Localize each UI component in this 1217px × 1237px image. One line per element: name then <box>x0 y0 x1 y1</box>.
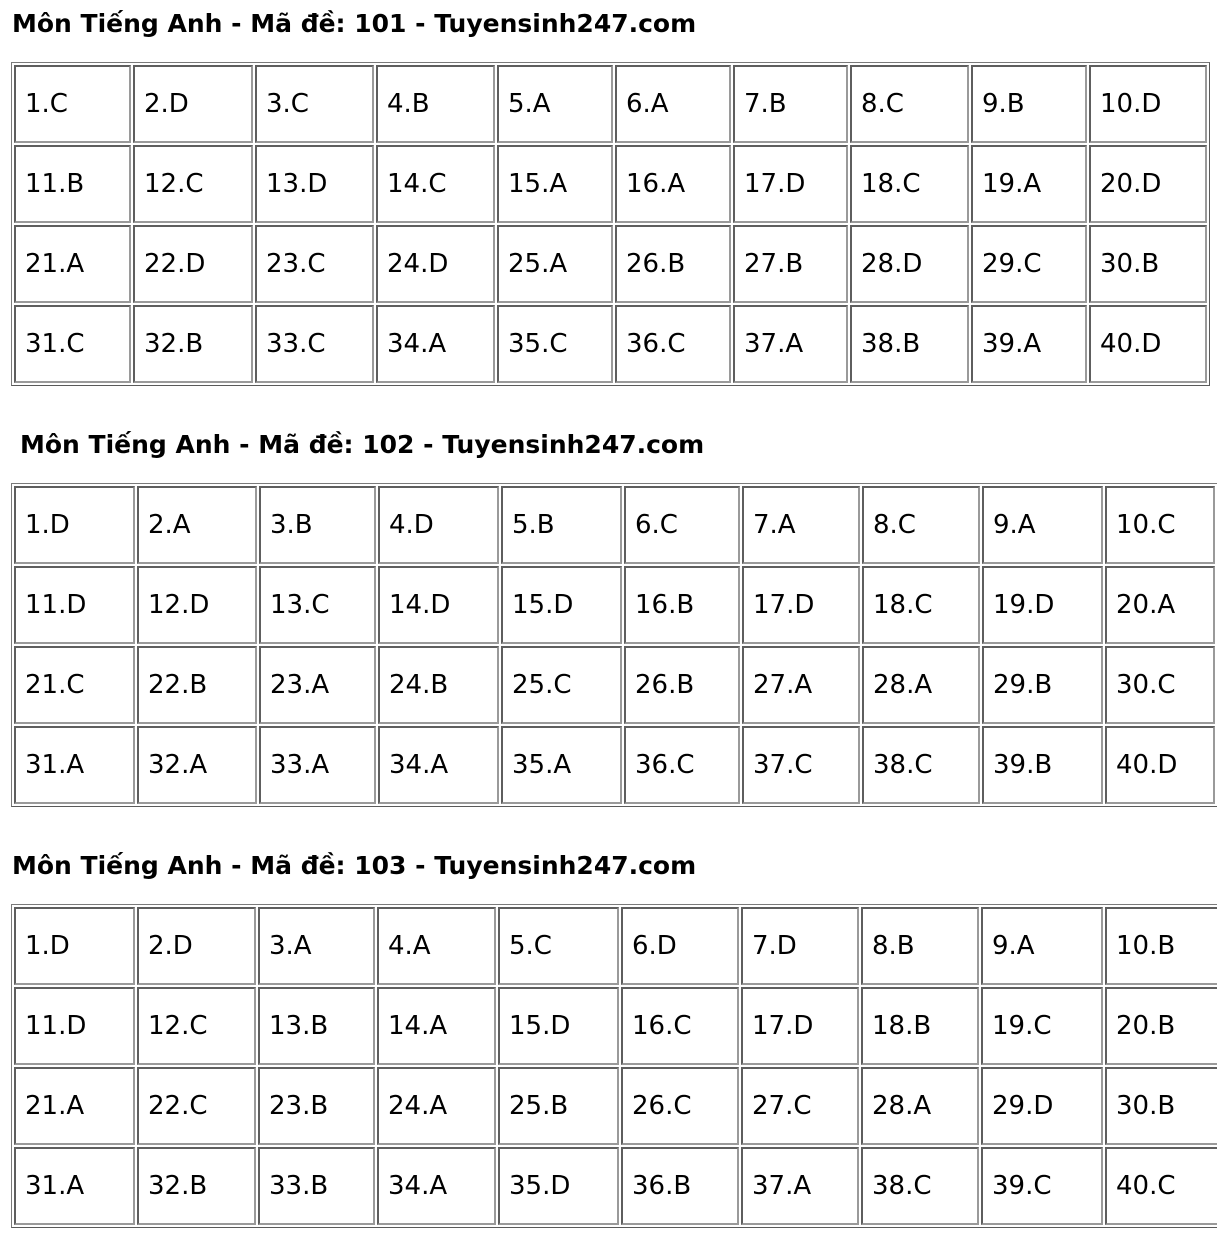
answer-table-103 <box>11 904 1217 1228</box>
answer-cell: 4.B <box>376 65 495 143</box>
answer-cell: 5.B <box>501 486 622 564</box>
answer-table-102 <box>11 483 1217 807</box>
answer-cell: 7.B <box>733 65 848 143</box>
answer-cell: 26.C <box>621 1067 739 1145</box>
answer-cell: 4.A <box>377 907 496 985</box>
answer-cell: 33.A <box>259 726 376 804</box>
answer-cell: 34.A <box>378 726 499 804</box>
answer-cell: 6.D <box>621 907 739 985</box>
answer-cell: 37.A <box>741 1147 859 1225</box>
answer-cell: 23.C <box>255 225 374 303</box>
answer-cell: 29.D <box>981 1067 1103 1145</box>
answer-cell: 9.A <box>981 907 1103 985</box>
answer-cell: 34.A <box>377 1147 496 1225</box>
answer-cell: 3.B <box>259 486 376 564</box>
answer-cell: 11.D <box>14 566 135 644</box>
answer-cell: 8.C <box>862 486 980 564</box>
answer-cell: 5.A <box>497 65 613 143</box>
table-row <box>14 646 1215 724</box>
answer-cell: 27.A <box>742 646 860 724</box>
table-row <box>14 225 1207 303</box>
answer-cell: 16.B <box>624 566 740 644</box>
answer-cell: 33.C <box>255 305 374 383</box>
answer-cell: 23.A <box>259 646 376 724</box>
answer-cell: 10.C <box>1105 486 1215 564</box>
answer-cell: 27.C <box>741 1067 859 1145</box>
answer-cell: 30.B <box>1089 225 1207 303</box>
table-row <box>14 907 1217 985</box>
answer-cell: 34.A <box>376 305 495 383</box>
table-row <box>14 566 1215 644</box>
answer-cell: 30.C <box>1105 646 1215 724</box>
answer-cell: 23.B <box>258 1067 375 1145</box>
answer-cell: 31.A <box>14 726 135 804</box>
answer-cell: 13.B <box>258 987 375 1065</box>
answer-cell: 2.A <box>137 486 257 564</box>
answer-cell: 15.D <box>501 566 622 644</box>
table-row <box>14 1067 1217 1145</box>
answer-cell: 38.C <box>861 1147 979 1225</box>
answer-cell: 16.A <box>615 145 731 223</box>
answer-cell: 12.C <box>133 145 253 223</box>
answer-cell: 24.A <box>377 1067 496 1145</box>
table-row <box>14 65 1207 143</box>
table-row <box>14 145 1207 223</box>
answer-cell: 13.D <box>255 145 374 223</box>
answer-cell: 10.B <box>1105 907 1217 985</box>
answer-cell: 6.C <box>624 486 740 564</box>
answer-cell: 25.B <box>498 1067 619 1145</box>
answer-cell: 14.A <box>377 987 496 1065</box>
answer-cell: 24.B <box>378 646 499 724</box>
answer-cell: 11.D <box>14 987 135 1065</box>
answer-cell: 32.B <box>133 305 253 383</box>
section-title-102: Môn Tiếng Anh - Mã đề: 102 - Tuyensinh247.com <box>20 430 705 459</box>
answer-cell: 9.A <box>982 486 1103 564</box>
answer-cell: 6.A <box>615 65 731 143</box>
answer-cell: 8.C <box>850 65 969 143</box>
table-row <box>14 726 1215 804</box>
answer-cell: 9.B <box>971 65 1087 143</box>
table-row <box>14 987 1217 1065</box>
answer-cell: 1.C <box>14 65 131 143</box>
answer-cell: 20.A <box>1105 566 1215 644</box>
answer-cell: 26.B <box>624 646 740 724</box>
answer-cell: 10.D <box>1089 65 1207 143</box>
answer-cell: 21.A <box>14 225 131 303</box>
answer-cell: 18.C <box>862 566 980 644</box>
answer-cell: 16.C <box>621 987 739 1065</box>
answer-cell: 3.A <box>258 907 375 985</box>
answer-cell: 36.B <box>621 1147 739 1225</box>
answer-cell: 15.A <box>497 145 613 223</box>
answer-cell: 39.B <box>982 726 1103 804</box>
answer-cell: 3.C <box>255 65 374 143</box>
answer-cell: 1.D <box>14 486 135 564</box>
answer-cell: 39.A <box>971 305 1087 383</box>
answer-cell: 26.B <box>615 225 731 303</box>
answer-cell: 13.C <box>259 566 376 644</box>
answer-cell: 35.C <box>497 305 613 383</box>
answer-cell: 2.D <box>133 65 253 143</box>
answer-cell: 40.C <box>1105 1147 1217 1225</box>
answer-cell: 29.C <box>971 225 1087 303</box>
table-row <box>14 486 1215 564</box>
answer-cell: 36.C <box>615 305 731 383</box>
answer-cell: 29.B <box>982 646 1103 724</box>
answer-cell: 35.A <box>501 726 622 804</box>
table-row <box>14 305 1207 383</box>
table-row <box>14 1147 1217 1225</box>
answer-cell: 17.D <box>741 987 859 1065</box>
answer-cell: 17.D <box>742 566 860 644</box>
answer-cell: 37.C <box>742 726 860 804</box>
answer-cell: 14.C <box>376 145 495 223</box>
answer-cell: 8.B <box>861 907 979 985</box>
answer-cell: 5.C <box>498 907 619 985</box>
answer-cell: 31.A <box>14 1147 135 1225</box>
answer-cell: 7.A <box>742 486 860 564</box>
answer-cell: 33.B <box>258 1147 375 1225</box>
answer-cell: 37.A <box>733 305 848 383</box>
answer-cell: 21.C <box>14 646 135 724</box>
answer-cell: 25.A <box>497 225 613 303</box>
answer-cell: 12.C <box>137 987 256 1065</box>
section-title-103: Môn Tiếng Anh - Mã đề: 103 - Tuyensinh247.com <box>12 851 697 880</box>
answer-cell: 28.A <box>861 1067 979 1145</box>
answer-cell: 19.A <box>971 145 1087 223</box>
answer-cell: 17.D <box>733 145 848 223</box>
answer-cell: 7.D <box>741 907 859 985</box>
answer-cell: 24.D <box>376 225 495 303</box>
section-title-101: Môn Tiếng Anh - Mã đề: 101 - Tuyensinh247.com <box>12 9 697 38</box>
answer-cell: 35.D <box>498 1147 619 1225</box>
answer-cell: 12.D <box>137 566 257 644</box>
answer-cell: 40.D <box>1105 726 1215 804</box>
answer-cell: 4.D <box>378 486 499 564</box>
answer-cell: 20.B <box>1105 987 1217 1065</box>
answer-cell: 22.D <box>133 225 253 303</box>
answer-cell: 30.B <box>1105 1067 1217 1145</box>
answer-cell: 28.A <box>862 646 980 724</box>
answer-cell: 2.D <box>137 907 256 985</box>
answer-cell: 22.B <box>137 646 257 724</box>
answer-cell: 27.B <box>733 225 848 303</box>
answer-cell: 25.C <box>501 646 622 724</box>
answer-cell: 21.A <box>14 1067 135 1145</box>
answer-table-101 <box>11 62 1210 386</box>
answer-cell: 40.D <box>1089 305 1207 383</box>
answer-cell: 20.D <box>1089 145 1207 223</box>
answer-cell: 18.B <box>861 987 979 1065</box>
answer-cell: 38.C <box>862 726 980 804</box>
answer-cell: 14.D <box>378 566 499 644</box>
answer-cell: 38.B <box>850 305 969 383</box>
answer-cell: 19.C <box>981 987 1103 1065</box>
answer-cell: 18.C <box>850 145 969 223</box>
answer-cell: 32.A <box>137 726 257 804</box>
answer-cell: 32.B <box>137 1147 256 1225</box>
answer-cell: 15.D <box>498 987 619 1065</box>
answer-cell: 22.C <box>137 1067 256 1145</box>
answer-cell: 36.C <box>624 726 740 804</box>
answer-cell: 19.D <box>982 566 1103 644</box>
answer-cell: 31.C <box>14 305 131 383</box>
answer-cell: 1.D <box>14 907 135 985</box>
answer-cell: 28.D <box>850 225 969 303</box>
answer-cell: 39.C <box>981 1147 1103 1225</box>
answer-cell: 11.B <box>14 145 131 223</box>
